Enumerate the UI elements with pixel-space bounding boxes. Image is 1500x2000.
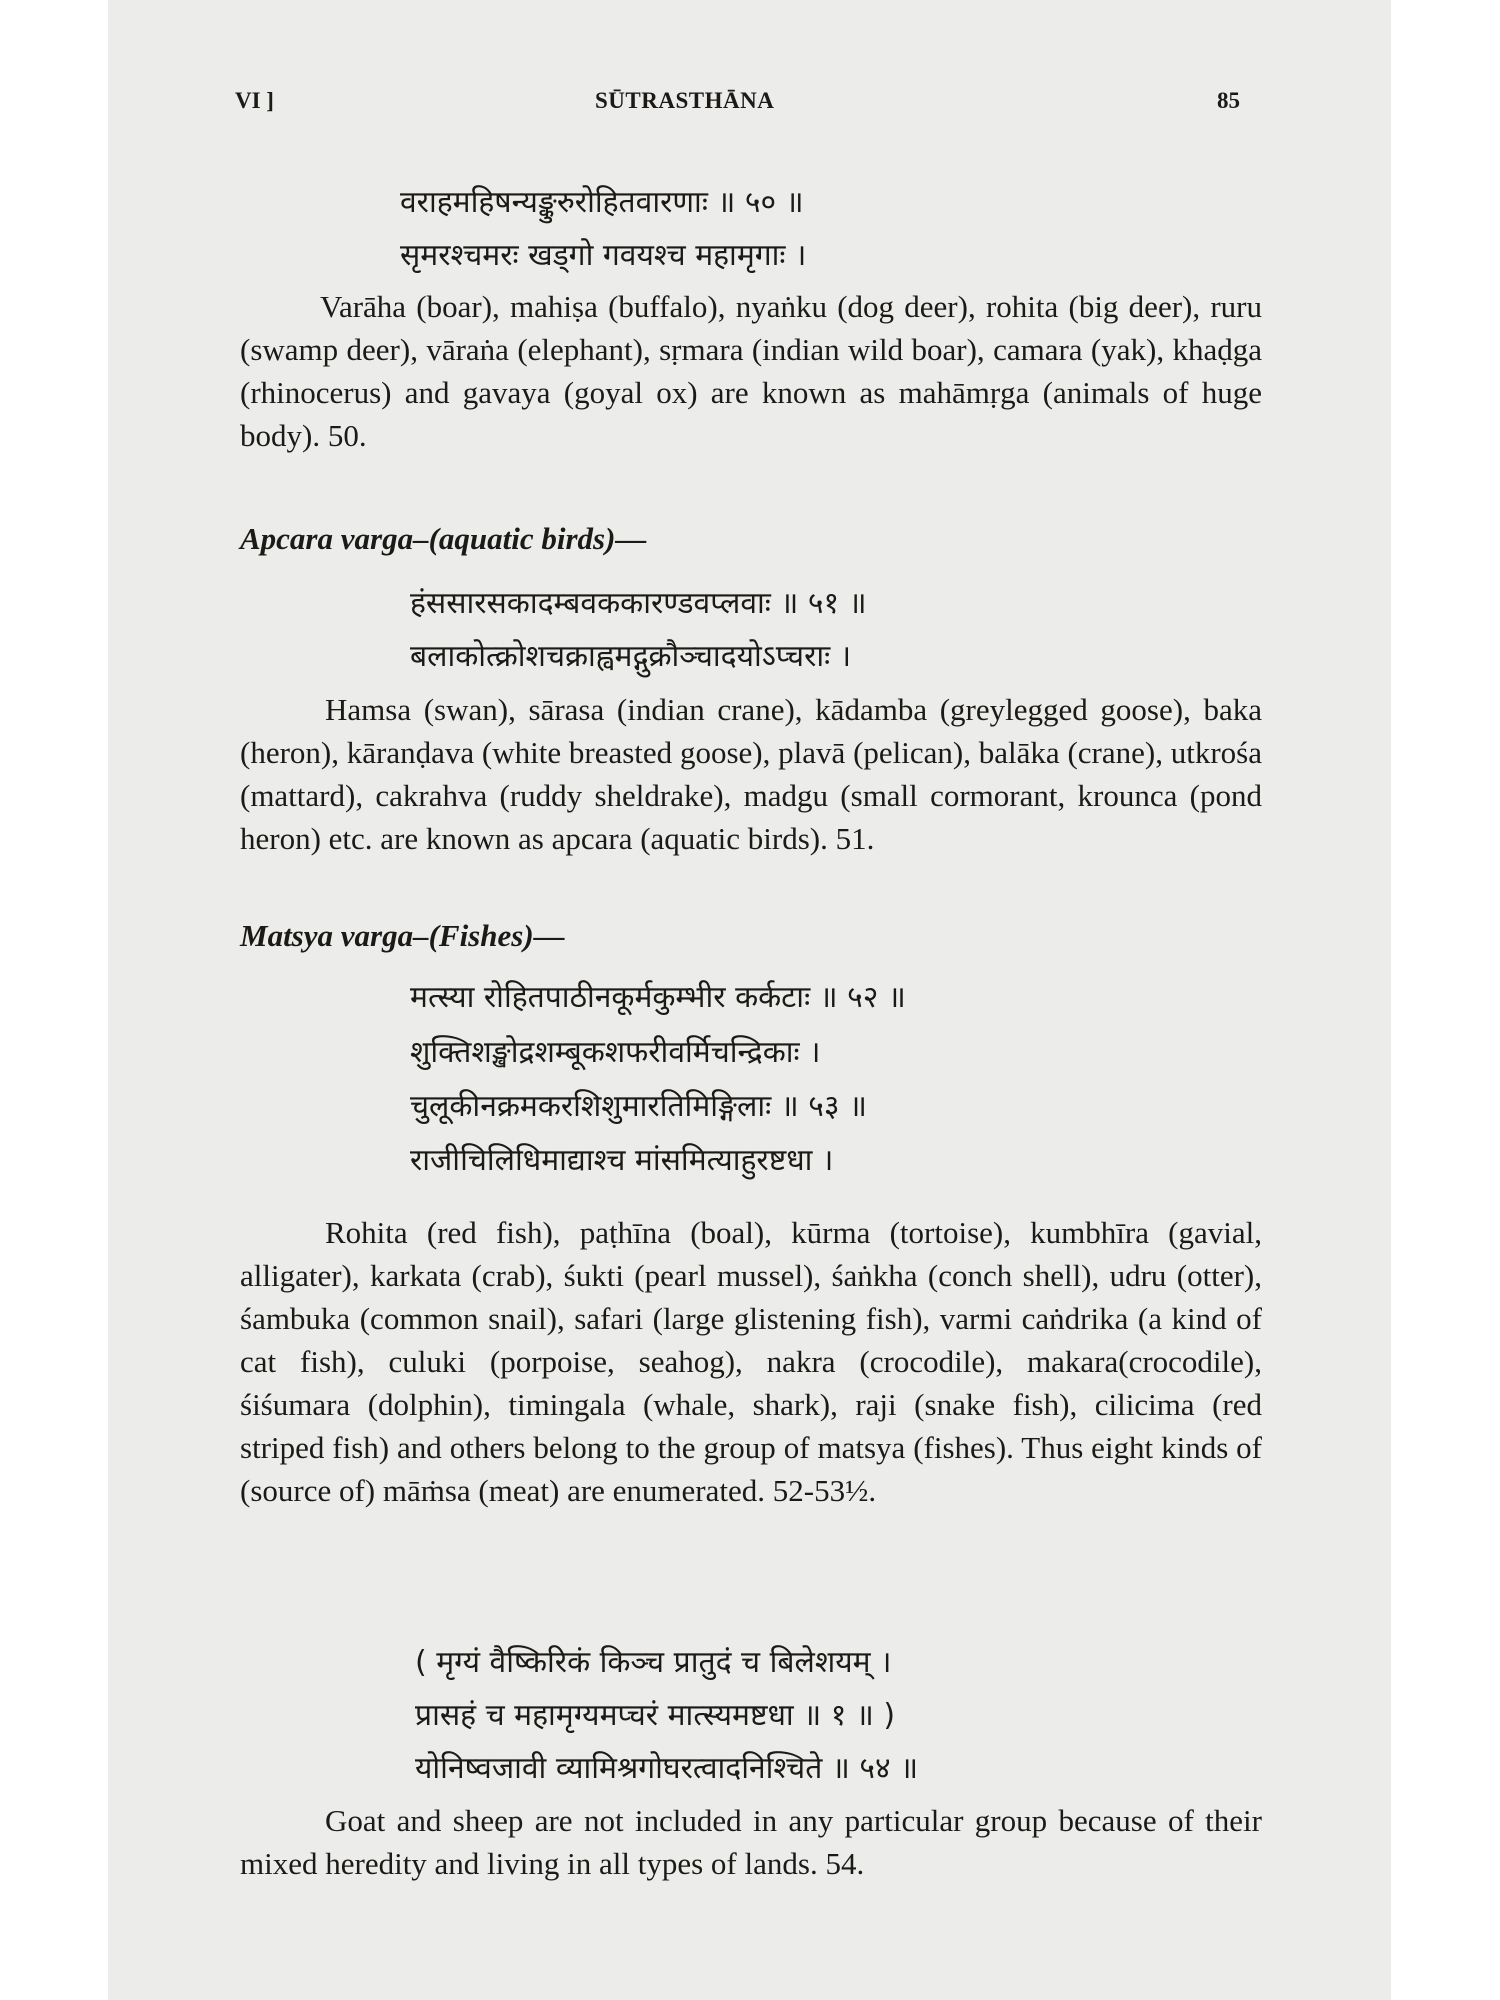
sanskrit-verse-line: सृमरश्चमरः खड्गो गवयश्च महामृगाः । — [400, 238, 807, 273]
sanskrit-verse-line: शुक्तिशङ्खोद्रशम्बूकशफरीवर्मिचन्द्रिकाः । — [410, 1035, 821, 1070]
sanskrit-verse-line: बलाकोत्क्रोशचक्राह्वमद्गुक्रौञ्चादयोऽप्चराः । — [410, 639, 852, 674]
sanskrit-verse-line: ( मृग्यं वैष्किरिकं किञ्च प्रातुदं च बिलेशयम् । — [415, 1645, 892, 1680]
sanskrit-verse-line: चुलूकीनक्रमकरशिशुमारतिमिङ्गिलाः ॥ ५३ ॥ — [410, 1089, 867, 1124]
section-heading: Apcara varga–(aquatic birds)— — [240, 521, 647, 556]
translation-paragraph: Hamsa (swan), sārasa (indian crane), kādamba (greylegged goose), baka (heron), kāranḍava (white breasted goose), plavā (pelican), balāka (crane), utkrośa (mattard), cakrahva (ruddy sheldrake), madgu (small cormorant, krounca (pond heron) etc. are known as apcara (aquatic birds). 51. — [240, 692, 1262, 856]
page-title: SŪTRASTHĀNA — [595, 88, 775, 113]
sanskrit-verse-line: हंससारसकादम्बवककारण्डवप्लवाः ॥ ५१ ॥ — [410, 586, 867, 621]
running-header — [235, 88, 1240, 128]
section-heading: Matsya varga–(Fishes)— — [240, 918, 565, 953]
sanskrit-verse-line: मत्स्या रोहितपाठीनकूर्मकुम्भीर कर्कटाः ॥ ५२ ॥ — [410, 980, 906, 1015]
sanskrit-verse-line: योनिष्वजावी व्यामिश्रगोघरत्वादनिश्चिते ॥ ५४ ॥ — [415, 1751, 919, 1786]
translation-paragraph: Varāha (boar), mahiṣa (buffalo), nyaṅku (dog deer), rohita (big deer), ruru (swamp deer), vāraṅa (elephant), sṛmara (indian wild boar), camara (yak), khaḍga (rhinocerus) and gavaya (goyal ox) are known as mahāmṛga (animals of huge body). 50. — [240, 289, 1262, 453]
chapter-number: VI ] — [235, 88, 274, 113]
sanskrit-verse-line: राजीचिलिधिमाद्याश्च मांसमित्याहुरष्टधा । — [410, 1143, 834, 1178]
page-number: 85 — [1217, 88, 1240, 113]
sanskrit-verse-line: प्रासहं च महामृग्यमप्चरं मात्स्यमष्टधा ॥ १ ॥ ) — [415, 1698, 896, 1733]
sanskrit-verse-line: वराहमहिषन्यङ्कुरुरोहितवारणाः ॥ ५० ॥ — [400, 185, 804, 220]
translation-paragraph: Goat and sheep are not included in any particular group because of their mixed heredity and living in all types of lands. 54. — [240, 1803, 1262, 1881]
translation-paragraph: Rohita (red fish), paṭhīna (boal), kūrma (tortoise), kumbhīra (gavial, alligater), karkata (crab), śukti (pearl mussel), śaṅkha (conch shell), udru (otter), śambuka (common snail), safari (large glistening fish), varmi caṅdrika (a kind of cat fish), culuki (porpoise, seahog), nakra (crocodile), makara(crocodile), śiśumara (dolphin), timingala (whale, shark), raji (snake fish), cilicima (red striped fish) and others belong to the group of matsya (fishes). Thus eight kinds of (source of) māṁsa (meat) are enumerated. 52-53½. — [240, 1215, 1262, 1508]
